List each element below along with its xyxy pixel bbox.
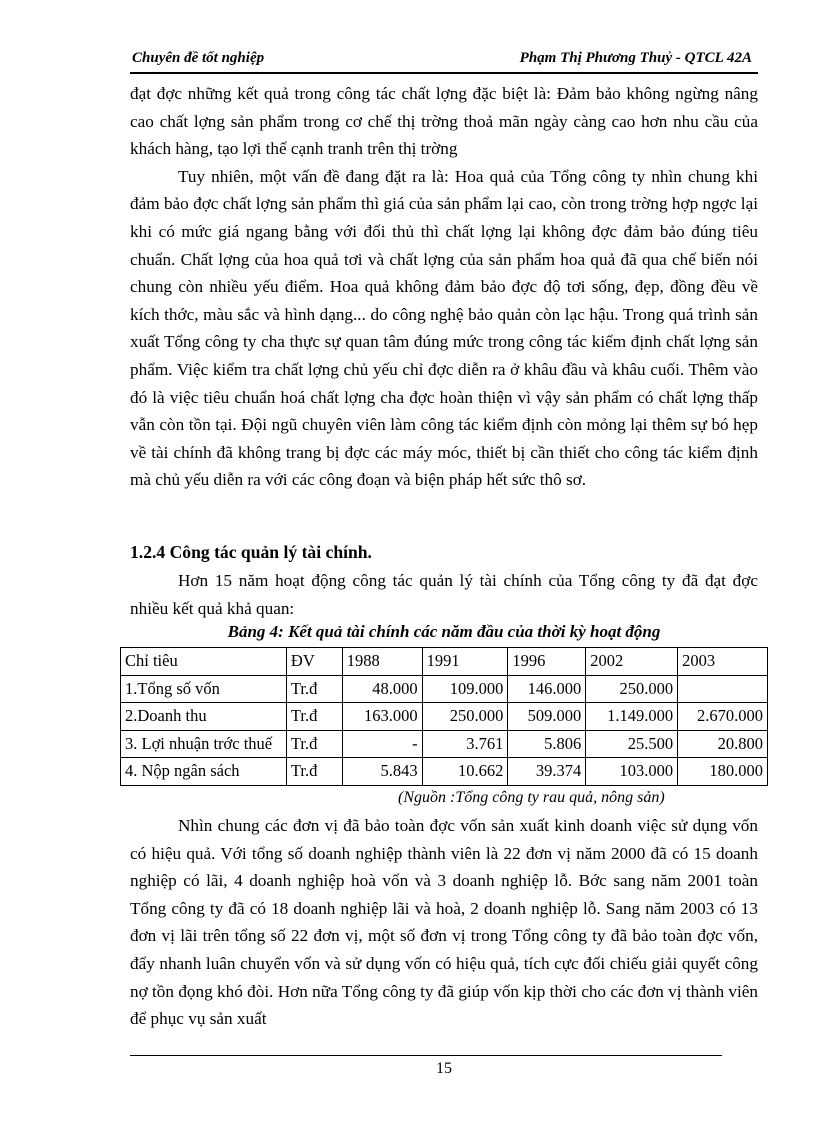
- paragraph-4: Nhìn chung các đơn vị đã bảo toàn đợc vốn sản xuất kinh doanh việc sử dụng vốn có hiệu quả. Với tổng số doanh nghiệp thành viên là 22 đơn vị năm 2000 đã có 15 doanh nghiệp có lãi, 4 doanh nghiệp hoà vốn và 3 doanh nghiệp lỗ. Bớc sang năm 2001 toàn Tổng công ty đã có 18 doanh nghiệp lãi và hoà, 2 doanh nghiệp lỗ. Sang năm 2003 có 13 đơn vị lãi trên tổng số 22 đơn vị, một số đơn vị trong Tổng công ty đã bảo toàn đợc vốn, đẩy nhanh luân chuyển vốn và sử dụng vốn có hiệu quả, tích cực đối chiếu giải quyết công nợ tồn đọng khó đòi. Hơn nữa Tổng công ty đã giúp vốn kịp thời cho các đơn vị thành viên để phục vụ sản xuất: [130, 816, 758, 1029]
- paragraph-1: đạt đợc những kết quả trong công tác chất lợng đặc biệt là: Đảm bảo không ngừng nâng cao chất lợng sản phẩm trong cơ chế thị trờng thoả mãn ngày càng cao hơn nhu cầu của khách hàng, tạo lợi thế cạnh tranh trên thị trờng: [130, 84, 758, 159]
- table-header-cell: 1988: [342, 648, 422, 676]
- text-block-2: [130, 567, 758, 622]
- financial-results-table: [120, 647, 768, 786]
- table-cell: 20.800: [678, 730, 768, 758]
- table-row: [121, 703, 768, 731]
- table-cell-label: 1.Tổng số vốn: [121, 675, 287, 703]
- table-row: [121, 730, 768, 758]
- paragraph-3: Hơn 15 năm hoạt động công tác quản lý tài chính của Tổng công ty đã đạt đợc nhiều kết quả khả quan:: [130, 571, 758, 618]
- table-cell: 163.000: [342, 703, 422, 731]
- table-cell: 103.000: [586, 758, 678, 786]
- table-cell: 1.149.000: [586, 703, 678, 731]
- table-cell: [678, 675, 768, 703]
- table-cell: -: [342, 730, 422, 758]
- table-cell-unit: Tr.đ: [286, 758, 342, 786]
- table-header-cell: 1996: [508, 648, 586, 676]
- table-cell: 5.806: [508, 730, 586, 758]
- table-cell: 109.000: [422, 675, 508, 703]
- table-cell: 509.000: [508, 703, 586, 731]
- table-cell: 146.000: [508, 675, 586, 703]
- table-cell: 250.000: [586, 675, 678, 703]
- table-cell-label: 4. Nộp ngân sách: [121, 758, 287, 786]
- table-cell: 10.662: [422, 758, 508, 786]
- table-header-cell: ĐV: [286, 648, 342, 676]
- section-heading: 1.2.4 Công tác quản lý tài chính.: [130, 542, 372, 562]
- table-row: [121, 675, 768, 703]
- table-cell: 180.000: [678, 758, 768, 786]
- text-block-1: [130, 80, 758, 494]
- table-header-row: [121, 648, 768, 676]
- table-cell: 2.670.000: [678, 703, 768, 731]
- table-source: (Nguồn :Tổng công ty rau quả, nông sản): [398, 789, 665, 806]
- table-cell: 39.374: [508, 758, 586, 786]
- table-header-cell: 1991: [422, 648, 508, 676]
- header-author: Phạm Thị Phương Thuỷ - QTCL 42A: [519, 50, 752, 66]
- table-cell-unit: Tr.đ: [286, 730, 342, 758]
- page-number: 15: [436, 1060, 452, 1077]
- table-cell-unit: Tr.đ: [286, 675, 342, 703]
- table-cell: 250.000: [422, 703, 508, 731]
- paragraph-2: Tuy nhiên, một vấn đề đang đặt ra là: Hoa quả của Tổng công ty nhìn chung khi đảm bảo đợc chất lợng sản phẩm thì giá của sản phẩm lại cao, còn trong trờng hợp ngợc lại khi có mức giá ngang bằng với đối thủ thì chất lợng lại không đợc đảm bảo đúng tiêu chuẩn. Chất lợng của hoa quả tơi và chất lợng của sản phẩm hoa quả đã qua chế biến nói chung còn nhiều yếu điểm. Hoa quả không đảm bảo đợc độ tơi sống, đẹp, đồng đều về kích thớc, màu sắc và hình dạng... do công nghệ bảo quản còn lạc hậu. Trong quá trình sản xuất Tổng công ty cha thực sự quan tâm đúng mức trong công tác kiểm định chất lợng sản phẩm. Việc kiểm tra chất lợng chủ yếu chỉ đợc diễn ra ở khâu đầu và khâu cuối. Thêm vào đó là việc tiêu chuẩn hoá chất lợng cha đợc hoàn thiện vì vậy sản phẩm có chất lợng thấp vẫn còn tồn tại. Đội ngũ chuyên viên làm công tác kiểm định còn mỏng lại thêm sự bó hẹp về tài chính đã không trang bị đợc các máy móc, thiết bị cần thiết cho công tác kiểm định mà chủ yếu diễn ra với các công đoạn và biện pháp hết sức thô sơ.: [130, 166, 758, 490]
- header-title: Chuyên đề tốt nghiệp: [132, 50, 265, 66]
- page-header: [130, 48, 758, 74]
- table-header-cell: Chỉ tiêu: [121, 648, 287, 676]
- table-cell: 48.000: [342, 675, 422, 703]
- table-caption: Bảng 4: Kết quả tài chính các năm đầu của thời kỳ hoạt động: [227, 622, 661, 641]
- table-cell-unit: Tr.đ: [286, 703, 342, 731]
- table-cell: 5.843: [342, 758, 422, 786]
- text-block-3: [130, 812, 758, 1033]
- table-header-cell: 2003: [678, 648, 768, 676]
- table-cell-label: 3. Lợi nhuận trớc thuế: [121, 730, 287, 758]
- table-row: [121, 758, 768, 786]
- table-header-cell: 2002: [586, 648, 678, 676]
- footer-divider: [130, 1055, 722, 1056]
- table-cell: 3.761: [422, 730, 508, 758]
- table-cell-label: 2.Doanh thu: [121, 703, 287, 731]
- table-cell: 25.500: [586, 730, 678, 758]
